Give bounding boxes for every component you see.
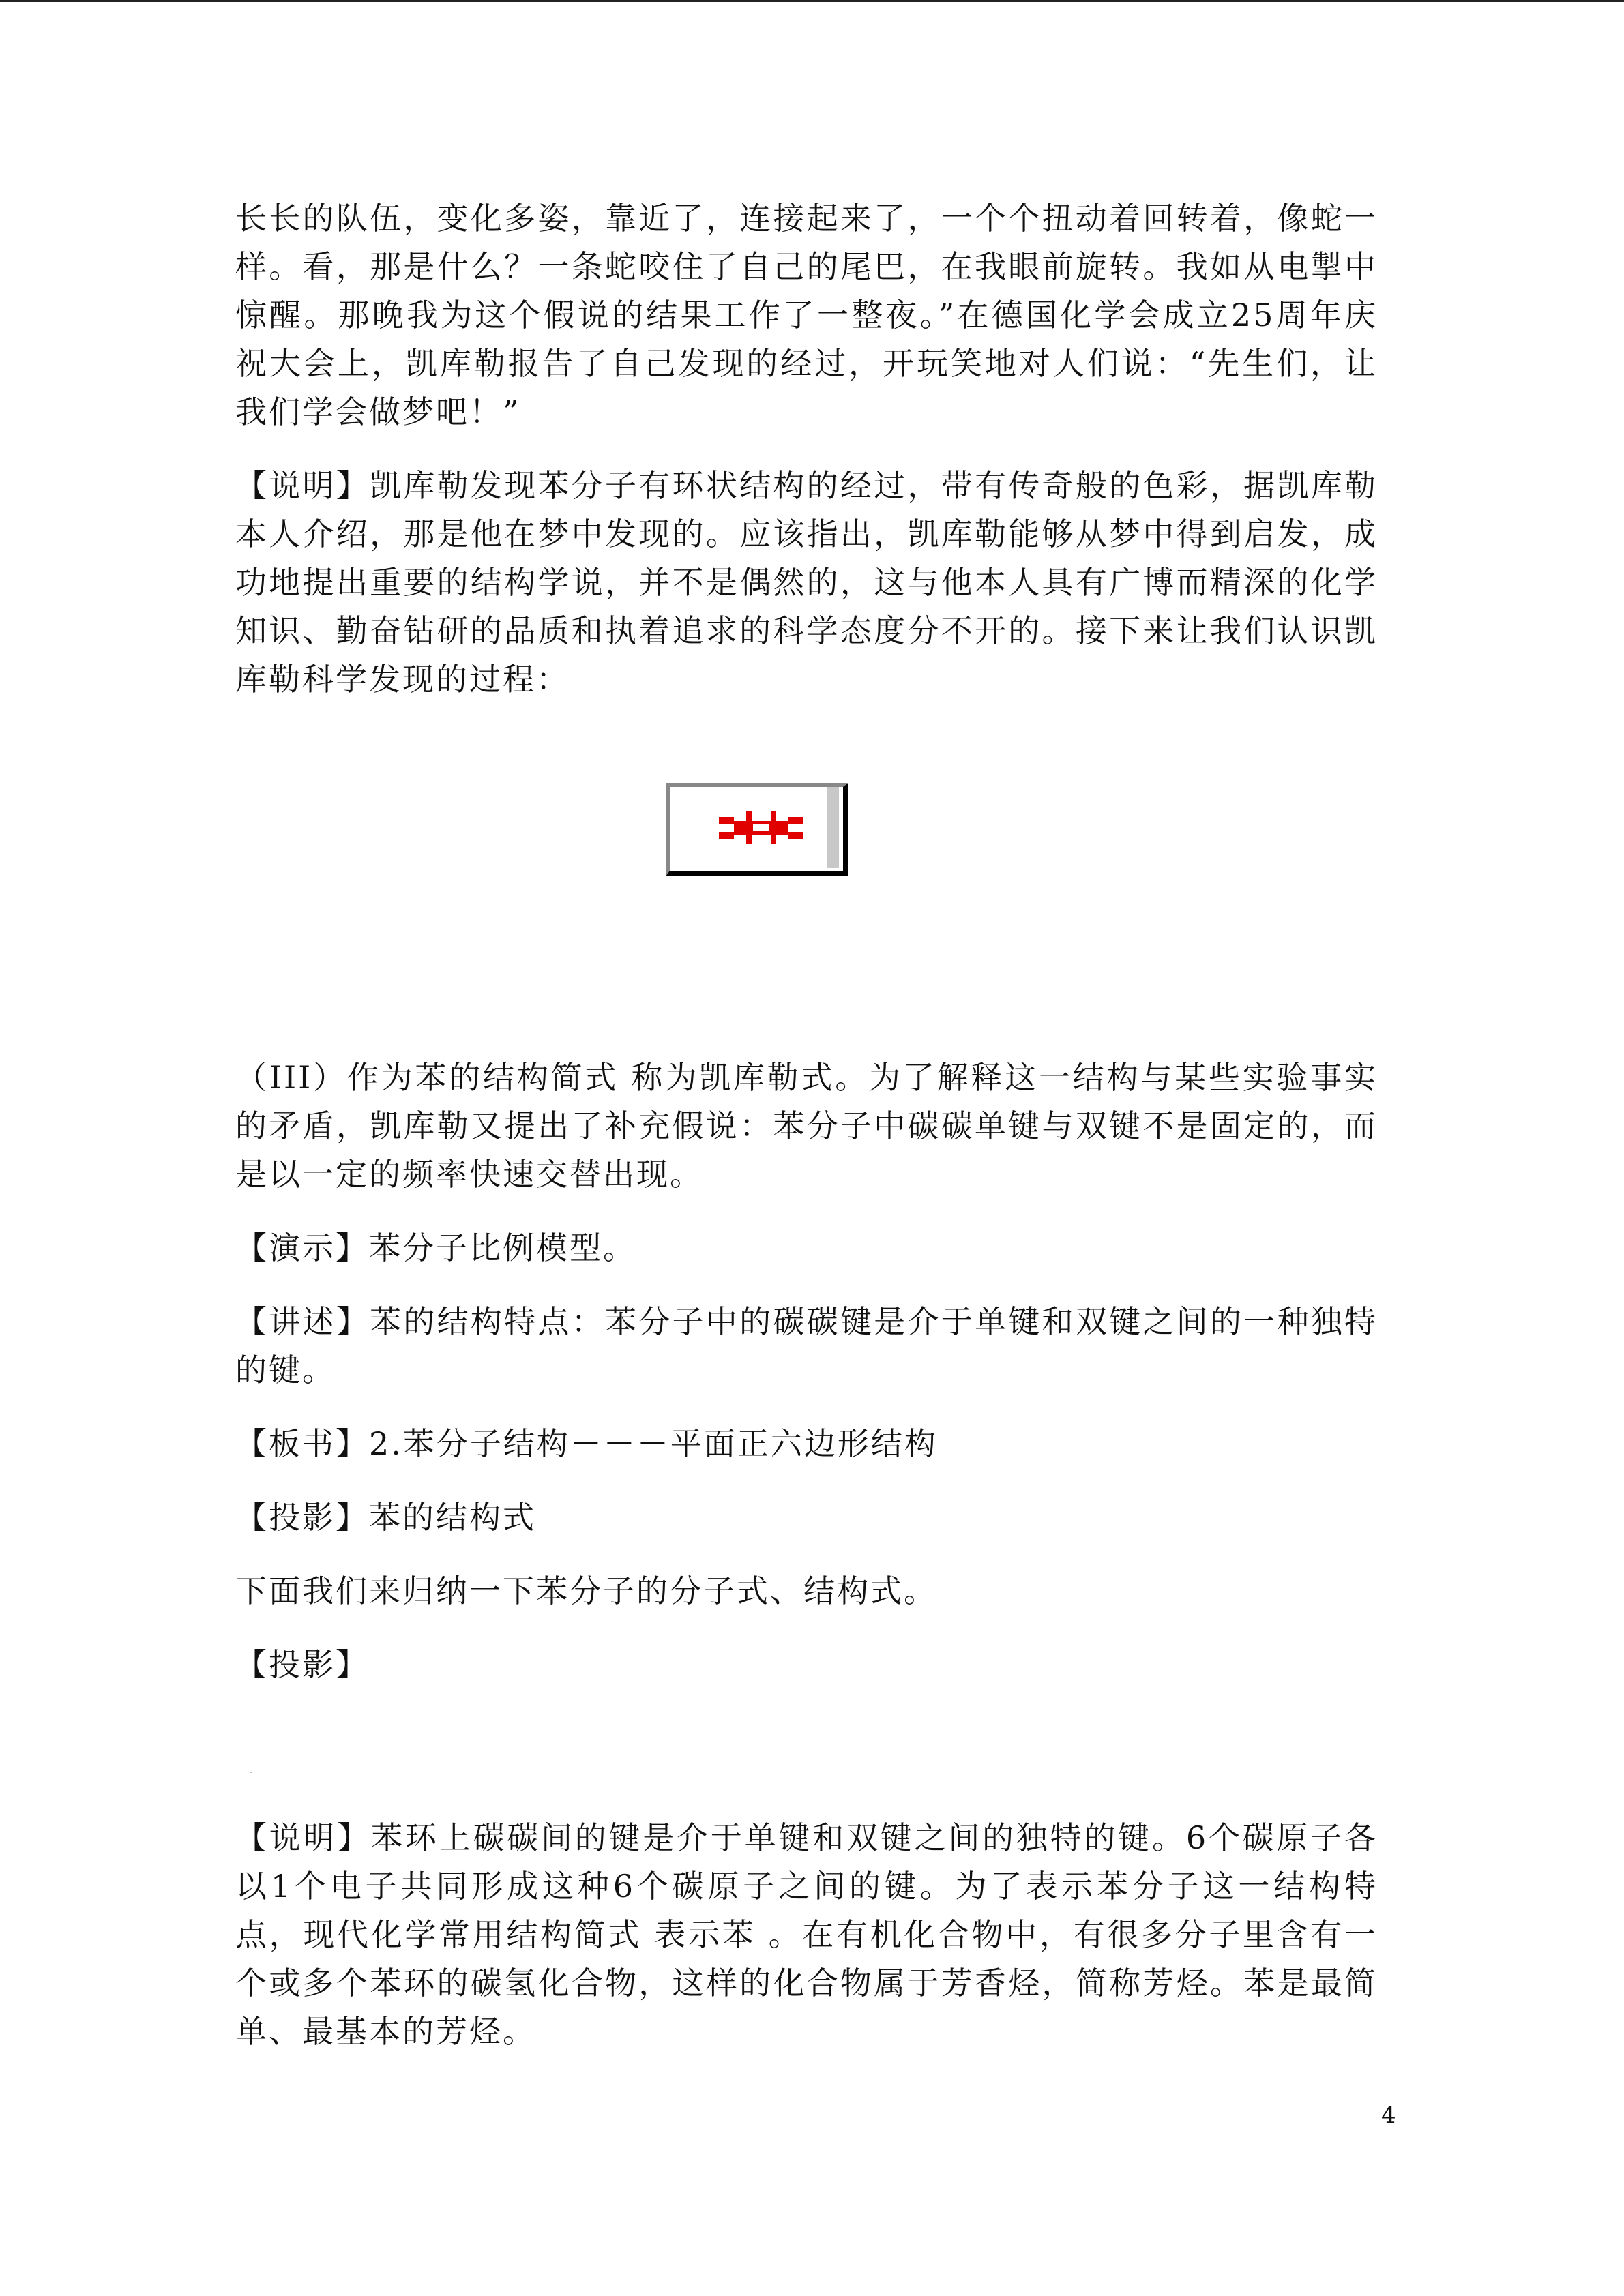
faint-mark bbox=[250, 1772, 252, 1773]
paragraph-lecture: 【讲述】苯的结构特点：苯分子中的碳碳键是介于单键和双键之间的一种独特的键。 bbox=[235, 1303, 1378, 1388]
paragraph-snake-dream: 长长的队伍，变化多姿，靠近了，连接起来了，一个个扭动着回转着，像蛇一样。看，那是什么？一条蛇咬住了自己的尾巴，在我眼前旋转。我如从电掣中惊醒。那晚我为这个假说的结果工作了一整夜。”在德国化学会成立25周年庆祝大会上，凯库勒报告了自己发现的经过，开玩笑地对人们说：“先生们，让我们学会做梦吧！” bbox=[235, 200, 1378, 430]
paragraph-demo: 【演示】苯分子比例模型。 bbox=[235, 1229, 636, 1266]
document-body-continued bbox=[235, 1054, 1378, 1714]
document-body-closing bbox=[235, 1814, 1378, 2081]
page-top-border bbox=[0, 0, 1624, 2]
paragraph-explanation-kekule: 【说明】凯库勒发现苯分子有环状结构的经过，带有传奇般的色彩，据凯库勒本人介绍，那是他在梦中发现的。应该指出，凯库勒能够从梦中得到启发，成功地提出重要的结构学说，并不是偶然的，这与他本人具有广博而精深的化学知识、勤奋钻研的品质和执着追求的科学态度分不开的。接下来让我们认识凯库勒科学发现的过程： bbox=[235, 467, 1378, 698]
paragraph-projection: 【投影】 bbox=[235, 1646, 369, 1683]
page-number: 4 bbox=[1381, 2102, 1396, 2129]
paragraph-summary-intro: 下面我们来归纳一下苯分子的分子式、结构式。 bbox=[235, 1572, 937, 1609]
paragraph-projection-structure: 【投影】苯的结构式 bbox=[235, 1499, 536, 1536]
document-body bbox=[235, 194, 1378, 729]
paragraph-kekule-formula: （III）作为苯的结构简式 称为凯库勒式。为了解释这一结构与某些实验事实的矛盾，凯库勒又提出了补充假说：苯分子中碳碳单键与双键不是固定的，而是以一定的频率快速交替出现。 bbox=[235, 1059, 1378, 1193]
broken-image-placeholder bbox=[666, 783, 855, 882]
broken-image-icon bbox=[719, 811, 803, 844]
paragraph-board: 【板书】2.苯分子结构－－－平面正六边形结构 bbox=[235, 1425, 938, 1462]
paragraph-closing-explanation: 【说明】苯环上碳碳间的键是介于单键和双键之间的独特的键。6个碳原子各以1个电子共同形成这种6个碳原子之间的键。为了表示苯分子这一结构特点，现代化学常用结构简式 表示苯 。在有机化合物中，有很多分子里含有一个或多个苯环的碳氢化合物，这样的化合物属于芳香烃，简称芳烃。苯是最简单、最基本的芳烃。 bbox=[235, 1819, 1378, 2050]
